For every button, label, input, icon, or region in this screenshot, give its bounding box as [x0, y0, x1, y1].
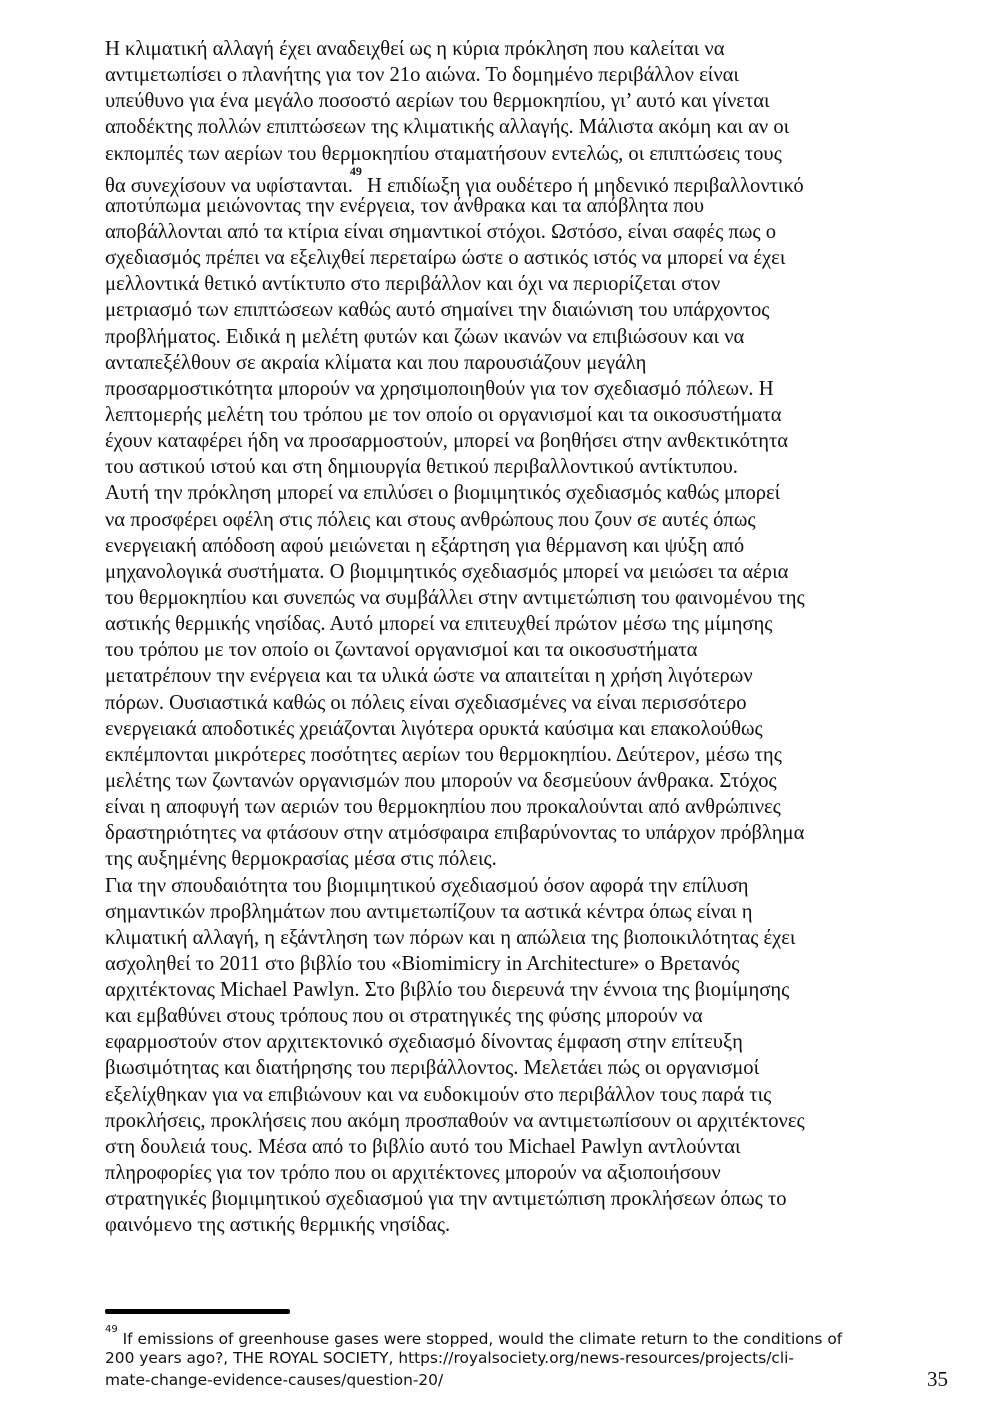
text-line: μηχανολογικά συστήματα. Ο βιομιμητικός σχεδιασμός μπορεί να μειώσει τα αέρια: [105, 560, 789, 583]
body-text: [105, 36, 935, 1238]
text-line: και εμβαθύνει στους τρόπους που οι στρατηγικές της φύσης μπορούν να: [105, 1005, 703, 1028]
footnote-divider: [105, 1309, 290, 1314]
text-line: μετατρέπουν την ενέργεια και τα υλικά ώστε να απαιτείται η χρήση λιγότερων: [105, 665, 753, 688]
text-segment: θα συνεχίσουν να υφίστανται.: [105, 174, 353, 197]
text-line: Για την σπουδαιότητα του βιομιμητικού σχεδιασμού όσον αφορά την επίλυση: [105, 874, 749, 897]
text-line: του θερμοκηπίου και συνεπώς να συμβάλλει στην αντιμετώπιση του φαινομένου της: [105, 586, 805, 609]
text-line: ενεργειακά αποδοτικές χρειάζονται λιγότερα ορυκτά καύσιμα και επακολούθως: [105, 717, 763, 740]
text-line: εξελίχθηκαν για να επιβιώνουν και να ευδοκιμούν στο περιβάλλον τους παρά τις: [105, 1083, 772, 1106]
text-line: υπεύθυνο για ένα μεγάλο ποσοστό αερίων του θερμοκηπίου, γι’ αυτό και γίνεται: [105, 90, 770, 113]
footnote: [105, 1325, 895, 1391]
text-line: βιωσιμότητας και διατήρησης του περιβάλλοντος. Μελετάει πώς οι οργανισμοί: [105, 1057, 760, 1080]
text-line: ασχοληθεί το 2011 στο βιβλίο του «Biomimicry in Architecture» ο Βρετανός: [105, 952, 740, 975]
text-line: του αστικού ιστού και στη δημιουργία θετικού περιβαλλοντικού αντίκτυπου.: [105, 456, 738, 479]
text-line: της αυξημένης θερμοκρασίας μέσα στις πόλεις.: [105, 848, 497, 871]
footnote-line[interactable]: 200 years ago?, THE ROYAL SOCIETY, https://royalsociety.org/news-resources/projects/cli-: [105, 1349, 794, 1367]
text-line: προσαρμοστικότητα μπορούν να χρησιμοποιηθούν για τον σχεδιασμό πόλεων. Η: [105, 377, 774, 400]
text-line: μελέτης των ζωντανών οργανισμών που μπορούν να δεσμεύουν άνθρακα. Στόχος: [105, 769, 777, 792]
text-line: αντιμετωπίσει ο πλανήτης για τον 21ο αιώνα. Το δομημένο περιβάλλον είναι: [105, 64, 739, 87]
text-line: προκλήσεις, προκλήσεις που ακόμη προσπαθούν να αντιμετωπίσουν οι αρχιτέκτονες: [105, 1109, 805, 1132]
text-line: είναι η αποφυγή των αεριών του θερμοκηπίου που προκαλούνται από ανθρώπινες: [105, 796, 781, 819]
text-line: να προσφέρει οφέλη στις πόλεις και στους ανθρώπους που ζουν σε αυτές όπως: [105, 508, 756, 531]
page-number: 35: [927, 1367, 948, 1391]
footnote-text: If emissions of greenhouse gases were stopped, would the climate return to the conditions of: [117, 1330, 843, 1349]
footnote-number: 49: [105, 1324, 118, 1335]
text-line: εκπέμπονται μικρότερες ποσότητες αερίων του θερμοκηπίου. Δεύτερον, μέσω της: [105, 743, 782, 766]
text-line: σχεδιασμός πρέπει να εξελιχθεί περεταίρω ώστε ο αστικός ιστός να μπορεί να έχει: [105, 247, 786, 270]
text-line: μετριασμό των επιπτώσεων καθώς αυτό σημαίνει την διαιώνιση του υπάρχοντος: [105, 299, 770, 322]
text-line: πόρων. Ουσιαστικά καθώς οι πόλεις είναι σχεδιασμένες να είναι περισσότερο: [105, 691, 747, 714]
text-line: εκπομπές των αερίων του θερμοκηπίου σταματήσουν εντελώς, οι επιπτώσεις τους: [105, 142, 782, 165]
text-line: ανταπεξέλθουν σε ακραία κλίματα και που παρουσιάζουν μεγάλη: [105, 351, 647, 374]
text-line: πληροφορίες για τον τρόπο που οι αρχιτέκτονες μπορούν να αξιοποιήσουν: [105, 1162, 721, 1185]
text-line: στη δουλειά τους. Μέσα από το βιβλίο αυτό του Michael Pawlyn αντλούνται: [105, 1135, 741, 1158]
footnote-reference[interactable]: 49: [349, 163, 362, 178]
footnote-line[interactable]: mate-change-evidence-causes/question-20/: [105, 1371, 444, 1389]
text-line: αποβάλλονται από τα κτίρια είναι σημαντικοί στόχοι. Ωστόσο, είναι σαφές πως ο: [105, 220, 777, 243]
text-line: δραστηριότητες να φτάσουν στην ατμόσφαιρα επιβαρύνοντας το υπάρχον πρόβλημα: [105, 822, 805, 845]
text-line: Η κλιματική αλλαγή έχει αναδειχθεί ως η κύρια πρόκληση που καλείται να: [105, 38, 725, 60]
text-line: μελλοντικά θετικό αντίκτυπο στο περιβάλλον και όχι να περιορίζεται στον: [105, 273, 721, 296]
text-line: αρχιτέκτονας Michael Pawlyn. Στο βιβλίο του διερευνά την έννοια της βιομίμησης: [105, 979, 790, 1002]
text-line: Αυτή την πρόκληση μπορεί να επιλύσει ο βιομιμητικός σχεδιασμός καθώς μπορεί: [105, 482, 781, 505]
text-line: έχουν καταφέρει ήδη να προσαρμοστούν, μπορεί να βοηθήσει στην ανθεκτικότητα: [105, 430, 789, 453]
text-line: κλιματική αλλαγή, η εξάντληση των πόρων και η απώλεια της βιοποικιλότητας έχει: [105, 926, 796, 949]
text-line: ενεργειακή απόδοση αφού μειώνεται η εξάρτηση για θέρμανση και ψύξη από: [105, 534, 745, 557]
text-line: φαινόμενο της αστικής θερμικής νησίδας.: [105, 1214, 451, 1237]
text-line: αστικής θερμικής νησίδας. Αυτό μπορεί να επιτευχθεί πρώτον μέσω της μίμησης: [105, 613, 773, 636]
text-line: αποτύπωμα μειώνοντας την ενέργεια, τον άνθρακα και τα απόβλητα που: [105, 194, 705, 217]
text-line: εφαρμοστούν στον αρχιτεκτονικό σχεδιασμό δίνοντας έμφαση στην επίτευξη: [105, 1031, 743, 1054]
text-line: σημαντικών προβλημάτων που αντιμετωπίζουν τα αστικά κέντρα όπως είναι η: [105, 900, 753, 923]
text-line: αποδέκτης πολλών επιπτώσεων της κλιματικής αλλαγής. Μάλιστα ακόμη και αν οι: [105, 116, 790, 139]
text-line-with-reference: [105, 163, 935, 197]
text-line: του τρόπου με τον οποίο οι ζωντανοί οργανισμοί και τα οικοσυστήματα: [105, 639, 698, 662]
text-line: προβλήματος. Ειδικά η μελέτη φυτών και ζώων ικανών να επιβιώσουν και να: [105, 325, 745, 348]
text-line: λεπτομερής μελέτη του τρόπου με τον οποίο οι οργανισμοί και τα οικοσυστήματα: [105, 403, 782, 426]
text-line: στρατηγικές βιομιμητικού σχεδιασμού για την αντιμετώπιση προκλήσεων όπως το: [105, 1188, 787, 1211]
text-segment: Η επιδίωξη για ουδέτερο ή μηδενικό περιβαλλοντικό: [361, 174, 804, 197]
footnote-line: [105, 1325, 895, 1347]
